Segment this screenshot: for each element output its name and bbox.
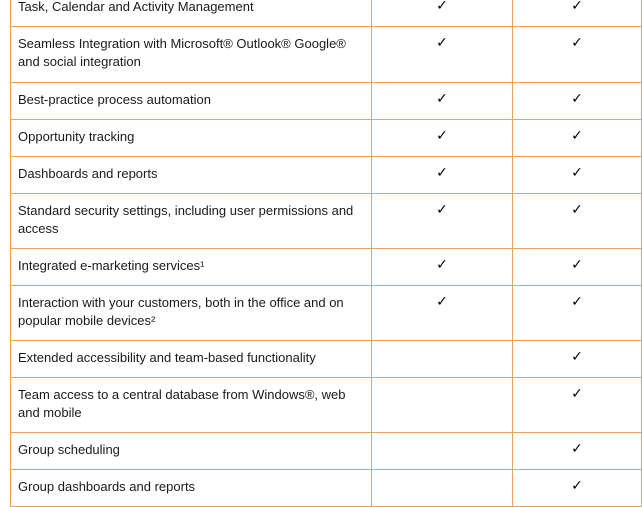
feature-label: Integrated e-marketing services¹ — [11, 249, 372, 286]
feature-label: Seamless Integration with Microsoft® Outlook® Google® and social integration — [11, 27, 372, 83]
table-row — [11, 27, 642, 83]
table-row — [11, 341, 642, 378]
table-row — [11, 120, 642, 157]
checkmark-icon: ✓ — [571, 35, 583, 51]
table-row — [11, 433, 642, 470]
edition-b-cell — [513, 194, 642, 249]
feature-label: Best-practice process automation — [11, 83, 372, 120]
feature-label: Group scheduling — [11, 433, 372, 470]
edition-b-cell — [513, 378, 642, 433]
feature-label: Dashboards and reports — [11, 157, 372, 194]
feature-label: Interaction with your customers, both in the office and on popular mobile devices² — [11, 286, 372, 341]
checkmark-icon: ✓ — [436, 165, 448, 181]
checkmark-icon: ✓ — [571, 91, 583, 107]
edition-b-cell — [513, 83, 642, 120]
checkmark-icon: ✓ — [571, 165, 583, 181]
edition-b-cell — [513, 249, 642, 286]
checkmark-icon: ✓ — [436, 257, 448, 273]
edition-a-cell — [372, 157, 513, 194]
checkmark-icon: ✓ — [571, 202, 583, 218]
checkmark-icon: ✓ — [436, 202, 448, 218]
feature-comparison-table — [10, 0, 642, 507]
feature-label: Team access to a central database from Windows®, web and mobile — [11, 378, 372, 433]
edition-a-cell — [372, 378, 513, 433]
table-body — [11, 0, 642, 507]
feature-label: Opportunity tracking — [11, 120, 372, 157]
checkmark-icon: ✓ — [571, 349, 583, 365]
table-row — [11, 0, 642, 27]
checkmark-icon: ✓ — [571, 294, 583, 310]
edition-a-cell — [372, 433, 513, 470]
table-row — [11, 378, 642, 433]
edition-a-cell — [372, 286, 513, 341]
edition-a-cell — [372, 27, 513, 83]
edition-a-cell — [372, 341, 513, 378]
checkmark-icon: ✓ — [571, 441, 583, 457]
edition-b-cell — [513, 27, 642, 83]
edition-a-cell — [372, 194, 513, 249]
edition-a-cell — [372, 470, 513, 507]
edition-a-cell — [372, 0, 513, 27]
checkmark-icon: ✓ — [571, 386, 583, 402]
edition-b-cell — [513, 157, 642, 194]
edition-b-cell — [513, 0, 642, 27]
checkmark-icon: ✓ — [571, 0, 583, 14]
checkmark-icon: ✓ — [436, 35, 448, 51]
table-row — [11, 286, 642, 341]
feature-label: Group dashboards and reports — [11, 470, 372, 507]
table-row — [11, 83, 642, 120]
checkmark-icon: ✓ — [436, 91, 448, 107]
checkmark-icon: ✓ — [436, 0, 448, 14]
edition-a-cell — [372, 120, 513, 157]
checkmark-icon: ✓ — [571, 128, 583, 144]
table-row — [11, 194, 642, 249]
table-row — [11, 470, 642, 507]
feature-label: Task, Calendar and Activity Management — [11, 0, 372, 27]
feature-label: Extended accessibility and team-based functionality — [11, 341, 372, 378]
edition-b-cell — [513, 470, 642, 507]
feature-label: Standard security settings, including user permissions and access — [11, 194, 372, 249]
checkmark-icon: ✓ — [436, 128, 448, 144]
edition-b-cell — [513, 286, 642, 341]
edition-b-cell — [513, 341, 642, 378]
checkmark-icon: ✓ — [571, 257, 583, 273]
checkmark-icon: ✓ — [571, 478, 583, 494]
table-row — [11, 249, 642, 286]
checkmark-icon: ✓ — [436, 294, 448, 310]
edition-a-cell — [372, 249, 513, 286]
edition-a-cell — [372, 83, 513, 120]
table-row — [11, 157, 642, 194]
edition-b-cell — [513, 120, 642, 157]
edition-b-cell — [513, 433, 642, 470]
